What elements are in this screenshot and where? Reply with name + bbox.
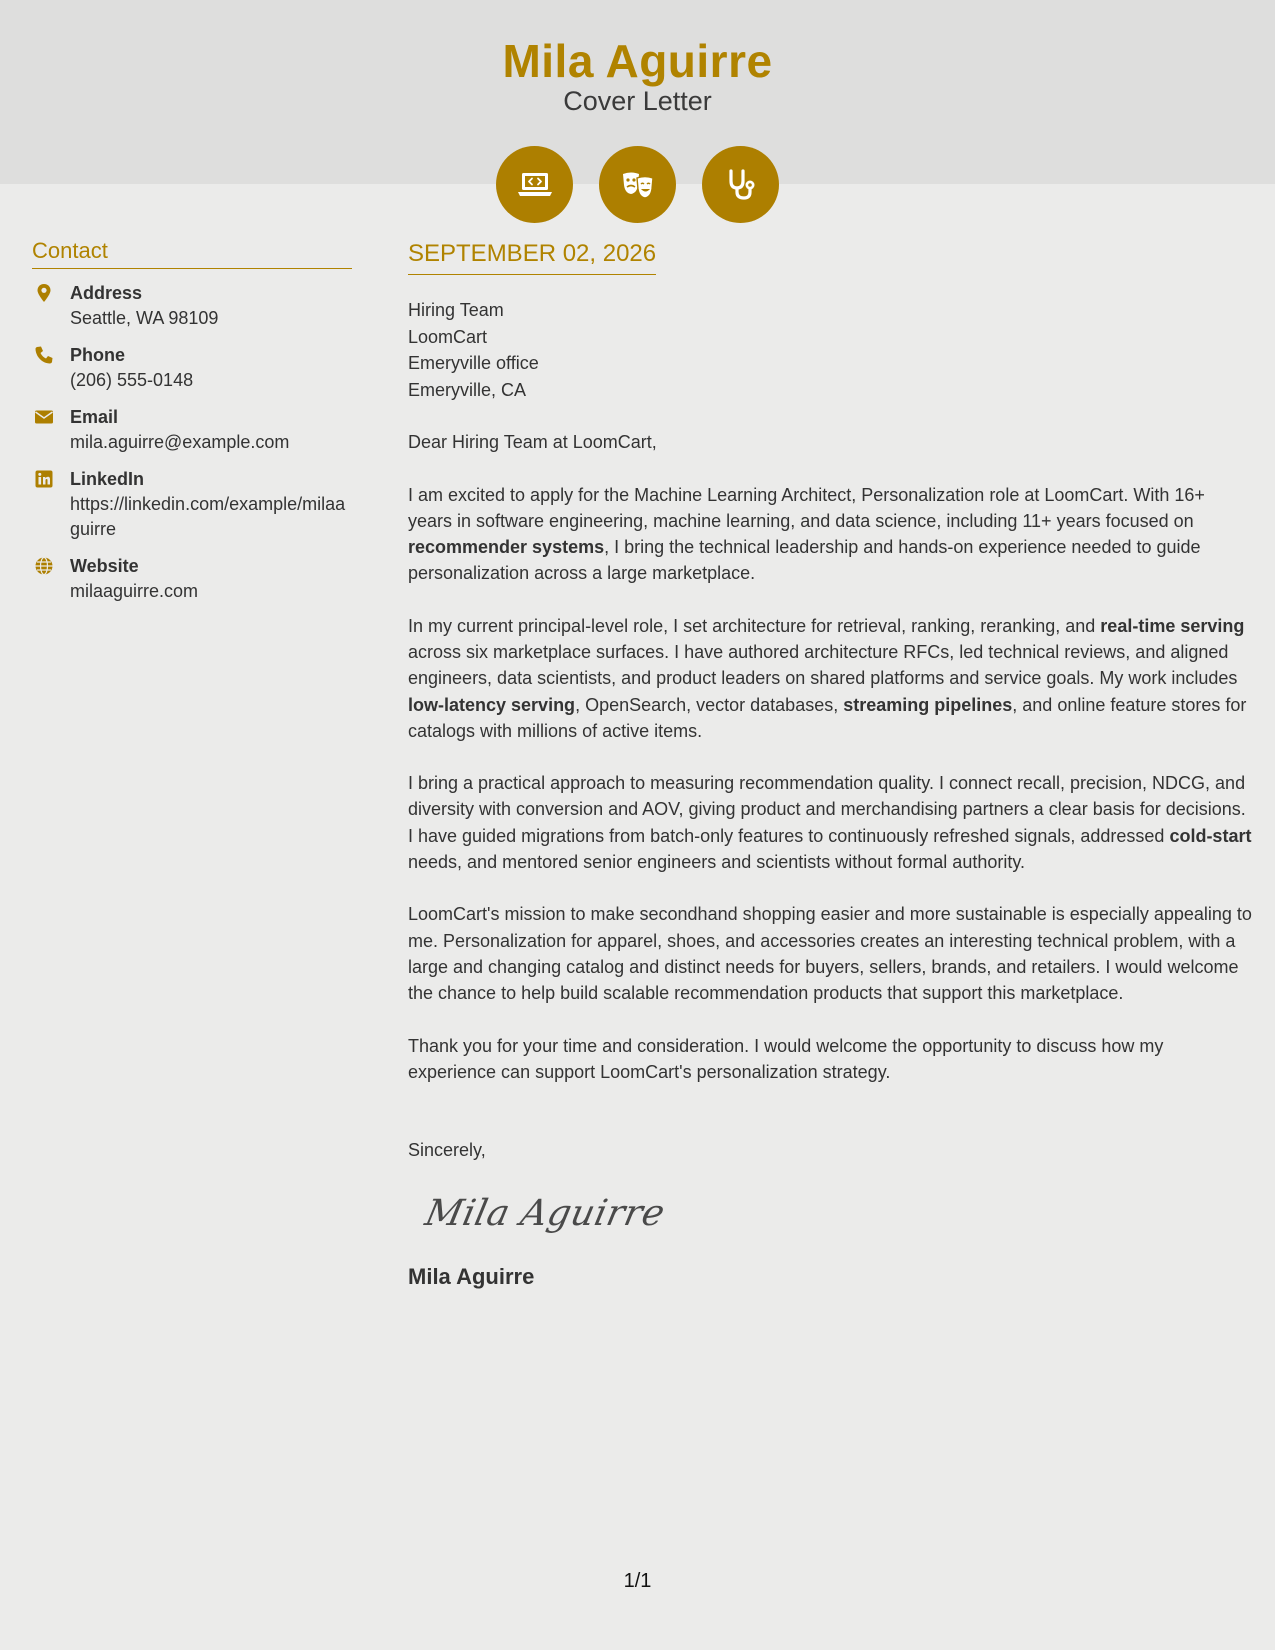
applicant-name: Mila Aguirre (502, 35, 773, 87)
contact-value: (206) 555-0148 (70, 370, 194, 390)
text-run: , I bring the technical leadership and hands-on experience needed to guide personalization across a large marketplace. (408, 537, 1201, 584)
closing: Sincerely, (408, 1140, 486, 1161)
recipient-line: Emeryville office (408, 353, 539, 373)
body-paragraph (408, 482, 1253, 587)
bold-phrase: cold-start (1169, 825, 1252, 846)
body-paragraph (408, 613, 1253, 744)
recipient-line: Hiring Team (408, 300, 504, 320)
text-run: Thank you for your time and consideration. I would welcome the opportunity to discuss how my experience can support LoomCart's personalization strategy. (408, 1035, 1164, 1082)
document-subtitle: Cover Letter (563, 86, 712, 116)
contact-heading: Contact (32, 238, 352, 269)
letter-date: SEPTEMBER 02, 2026 (408, 240, 656, 275)
recipient-block (408, 297, 1253, 403)
stethoscope-icon (702, 146, 779, 223)
text-run: I bring a practical approach to measuring recommendation quality. I connect recall, precision, NDCG, and diversity with conversion and AOV, giving product and merchandising partners a clear basis for decisions. I have guided migrations from batch-only features to continuously refreshed signals, addressed (408, 773, 1246, 846)
contact-email (32, 405, 352, 455)
contact-label: Website (70, 556, 139, 576)
text-run: LoomCart's mission to make secondhand shopping easier and more sustainable is especially appealing to me. Personalization for apparel, shoes, and accessories creates an interesting technical problem, with a large and changing catalog and distinct needs for buyers, sellers, brands, and retailers. I would welcome the chance to help build scalable recommendation products that support this marketplace. (408, 904, 1252, 1004)
text-run: , and online feature stores for catalogs with millions of active items. (408, 694, 1247, 741)
signer-name: Mila Aguirre (408, 1264, 535, 1290)
text-run: I am excited to apply for the Machine Learning Architect, Personalization role at LoomCart. With 16+ years in software engineering, machine learning, and data science, including 11+ years focused on (408, 484, 1205, 531)
website-link[interactable]: milaaguirre.com (70, 581, 199, 601)
contact-label: Email (70, 407, 119, 427)
bold-phrase: real-time serving (1100, 615, 1245, 636)
page-number: 1/1 (623, 1570, 652, 1592)
contact-phone (32, 343, 352, 393)
text-run: , OpenSearch, vector databases, (575, 694, 844, 715)
recipient-line: LoomCart (408, 326, 488, 347)
theater-masks-icon (599, 146, 676, 223)
contact-label: LinkedIn (70, 469, 145, 489)
email-link[interactable]: mila.aguirre@example.com (70, 432, 290, 452)
bold-phrase: recommender systems (408, 537, 605, 558)
bold-phrase: low-latency serving (408, 694, 576, 715)
recipient-line: Emeryville, CA (408, 379, 527, 400)
contact-label: Address (70, 283, 143, 303)
body-paragraph (408, 770, 1253, 875)
text-run: In my current principal-level role, I set architecture for retrieval, ranking, reranking, and (408, 615, 1101, 636)
phone-icon (34, 345, 54, 365)
globe-icon (34, 556, 54, 576)
contact-label: Phone (70, 345, 126, 365)
bold-phrase: streaming pipelines (843, 694, 1013, 715)
linkedin-icon (34, 469, 54, 489)
handwritten-signature: Mila Aguirre (421, 1193, 669, 1235)
salutation: Dear Hiring Team at LoomCart, (408, 432, 657, 452)
text-run: needs, and mentored senior engineers and scientists without formal authority. (408, 852, 1026, 873)
contact-address (32, 281, 352, 331)
linkedin-link[interactable]: https://linkedin.com/example/milaaguirre (70, 494, 346, 539)
contact-sidebar (32, 238, 352, 604)
map-pin-icon (34, 283, 54, 303)
contact-value: Seattle, WA 98109 (70, 308, 219, 328)
envelope-icon (34, 407, 54, 427)
contact-linkedin (32, 467, 352, 542)
body-paragraph (408, 1033, 1253, 1086)
text-run: across six marketplace surfaces. I have authored architecture RFCs, led technical reviews, and aligned engineers, data scientists, and product leaders on shared platforms and service goals. My work includes (408, 641, 1238, 689)
body-paragraph (408, 901, 1253, 1006)
laptop-code-icon (496, 146, 573, 223)
letter-body (408, 240, 1253, 1290)
contact-website (32, 554, 352, 604)
